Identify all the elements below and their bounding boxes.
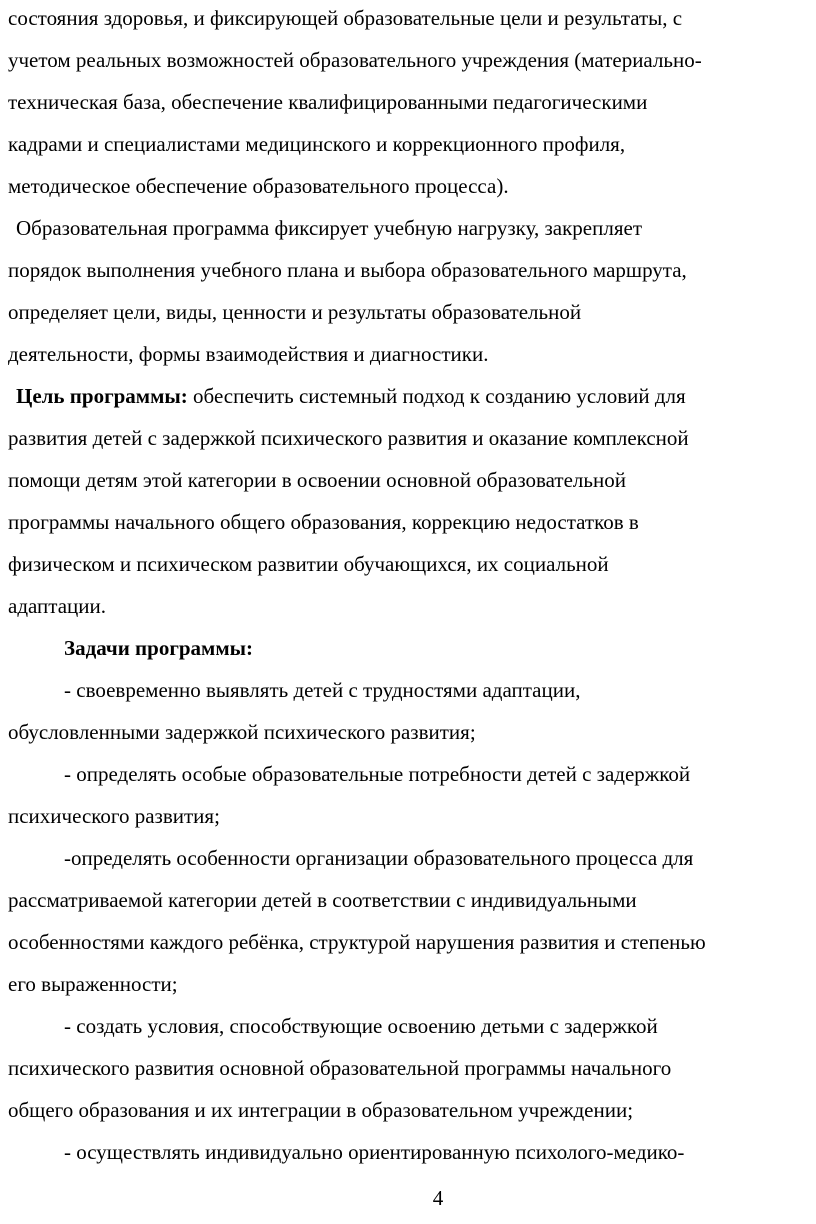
text-line: психического развития; <box>8 804 220 828</box>
task-item: -определять особенности организации образовательного процесса для <box>64 846 694 870</box>
task-item: - своевременно выявлять детей с трудностями адаптации, <box>64 678 581 702</box>
text-line: состояния здоровья, и фиксирующей образовательные цели и результаты, с <box>8 6 683 30</box>
text-line: развития детей с задержкой психического развития и оказание комплексной <box>8 426 689 450</box>
text-line: учетом реальных возможностей образовательного учреждения (материально- <box>8 48 702 72</box>
text-line: физическом и психическом развитии обучающихся, их социальной <box>8 552 609 576</box>
text-line: кадрами и специалистами медицинского и коррекционного профиля, <box>8 132 626 156</box>
text-line: Образовательная программа фиксирует учебную нагрузку, закрепляет <box>16 216 642 240</box>
text-line: адаптации. <box>8 594 107 618</box>
text-line: техническая база, обеспечение квалифицированными педагогическими <box>8 90 648 114</box>
text-line: особенностями каждого ребёнка, структурой нарушения развития и степенью <box>8 930 706 954</box>
tasks-heading: Задачи программы: <box>64 636 254 660</box>
text-line: программы начального общего образования, коррекцию недостатков в <box>8 510 639 534</box>
text-line: рассматриваемой категории детей в соответствии с индивидуальными <box>8 888 637 912</box>
task-item: - осуществлять индивидуально ориентированную психолого-медико- <box>64 1140 685 1164</box>
goal-text: обеспечить системный подход к созданию условий для <box>193 384 686 408</box>
text-line: методическое обеспечение образовательного процесса). <box>8 174 509 198</box>
text-line: общего образования и их интеграции в образовательном учреждении; <box>8 1098 634 1122</box>
goal-label: Цель программы: <box>16 384 188 408</box>
page-number: 4 <box>432 1186 444 1210</box>
text-line: обусловленными задержкой психического развития; <box>8 720 476 744</box>
text-line: психического развития основной образовательной программы начального <box>8 1056 672 1080</box>
text-line: помощи детям этой категории в освоении основной образовательной <box>8 468 626 492</box>
text-line: его выраженности; <box>8 972 178 996</box>
task-item: - создать условия, способствующие освоению детьми с задержкой <box>64 1014 658 1038</box>
goal-line <box>16 382 686 410</box>
text-line: порядок выполнения учебного плана и выбора образовательного маршрута, <box>8 258 687 282</box>
text-line: определяет цели, виды, ценности и результаты образовательной <box>8 300 582 324</box>
task-item: - определять особые образовательные потребности детей с задержкой <box>64 762 691 786</box>
text-line: деятельности, формы взаимодействия и диагностики. <box>8 342 489 366</box>
